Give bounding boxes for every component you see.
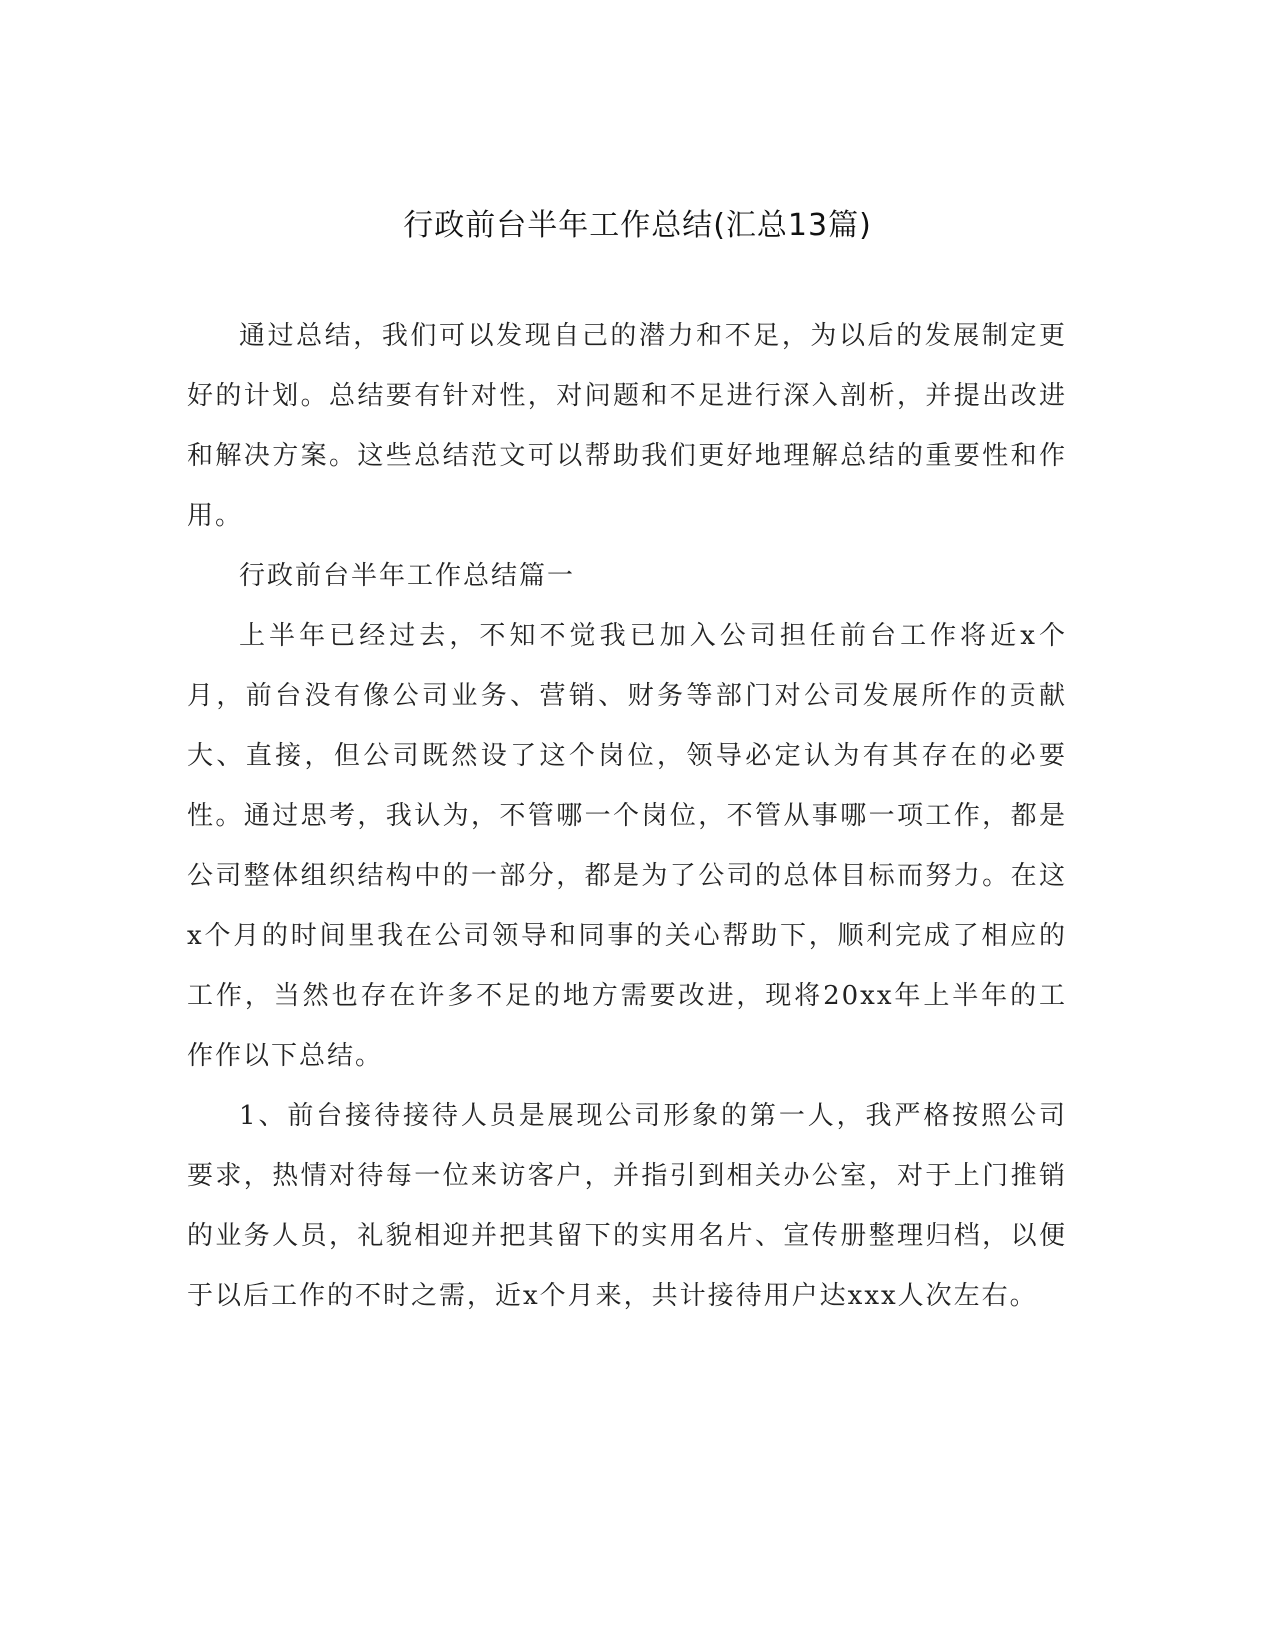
body-paragraph: 上半年已经过去，不知不觉我已加入公司担任前台工作将近x个月，前台没有像公司业务、营销、财务等部门对公司发展所作的贡献大、直接，但公司既然设了这个岗位，领导必定认为有其存在的必要性。通过思考，我认为，不管哪一个岗位，不管从事哪一项工作，都是公司整体组织结构中的一部分，都是为了公司的总体目标而努力。在这x个月的时间里我在公司领导和同事的关心帮助下，顺利完成了相应的工作，当然也存在许多不足的地方需要改进，现将20xx年上半年的工作作以下总结。 (187, 621, 1067, 1071)
document-body (187, 306, 1067, 1326)
intro-paragraph: 通过总结，我们可以发现自己的潜力和不足，为以后的发展制定更好的计划。总结要有针对性，对问题和不足进行深入剖析，并提出改进和解决方案。这些总结范文可以帮助我们更好地理解总结的重要性和作用。 (187, 321, 1067, 531)
document-title: 行政前台半年工作总结(汇总13篇) (403, 208, 872, 243)
section-heading: 行政前台半年工作总结篇一 (239, 561, 576, 591)
body-paragraph: 1、前台接待接待人员是展现公司形象的第一人，我严格按照公司要求，热情对待每一位来访客户，并指引到相关办公室，对于上门推销的业务人员，礼貌相迎并把其留下的实用名片、宣传册整理归档，以便于以后工作的不时之需，近x个月来，共计接待用户达xxx人次左右。 (187, 1101, 1067, 1311)
